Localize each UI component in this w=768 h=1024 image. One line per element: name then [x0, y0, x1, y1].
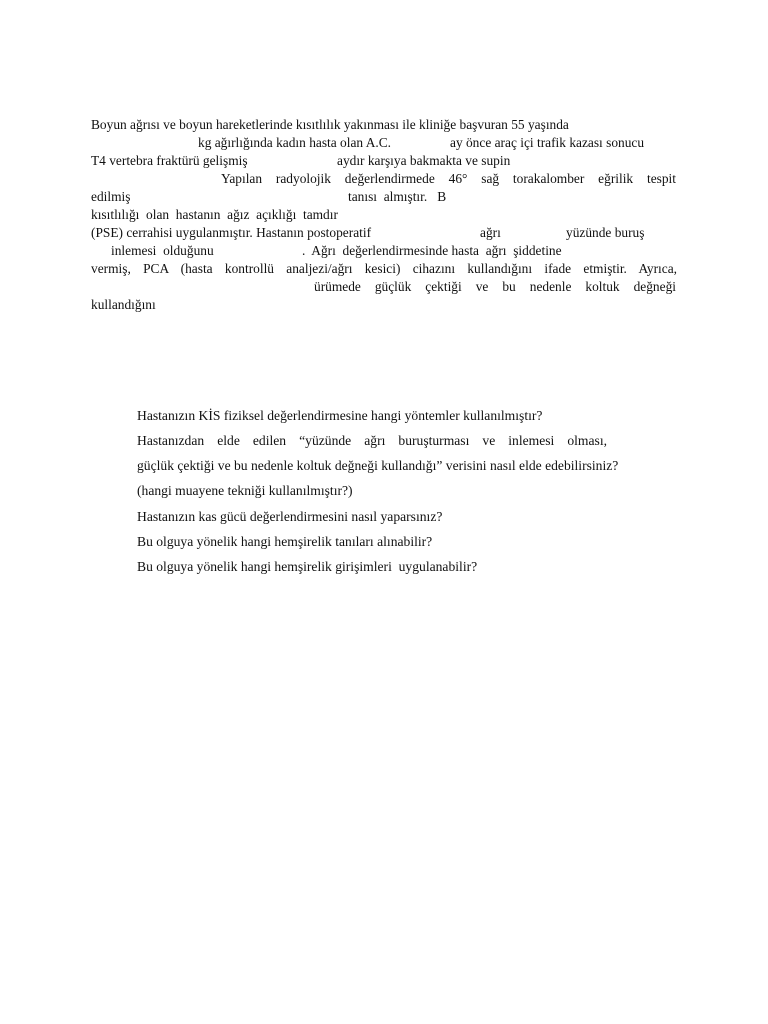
case-line-10: ürümede güçlük çektiği ve bu nedenle koltuk değneği: [314, 279, 676, 294]
case-line-7c: yüzünde buruş: [566, 225, 645, 240]
question-2: Hastanızdan elde edilen “yüzünde ağrı buruşturması ve inlemesi olması,: [137, 433, 607, 448]
question-3: Hastanızın kas gücü değerlendirmesini nasıl yaparsınız?: [137, 509, 443, 524]
case-line-6: kısıtlılığı olan hastanın ağız açıklığı tamdır: [91, 207, 338, 222]
case-line-3a: T4 vertebra fraktürü gelişmiş: [91, 153, 248, 168]
question-5: Bu olguya yönelik hangi hemşirelik girişimleri uygulanabilir?: [137, 559, 478, 574]
case-line-9: vermiş, PCA (hasta kontrollü analjezi/ağrı kesici) cihazını kullandığını ifade etmiştir. Ayrıca,: [91, 261, 677, 276]
case-line-1: Boyun ağrısı ve boyun hareketlerinde kısıtlılık yakınması ile kliniğe başvuran 55 yaşında: [91, 117, 569, 132]
case-line-7a: (PSE) cerrahisi uygulanmıştır. Hastanın postoperatif: [91, 225, 372, 240]
case-line-11: kullandığını: [91, 297, 156, 312]
case-line-2b: ay önce araç içi trafik kazası sonucu: [450, 135, 645, 150]
question-2-cont: güçlük çektiği ve bu nedenle koltuk değneği kullandığı” verisini nasıl elde edebilirsiniz?: [137, 458, 619, 473]
case-line-5b: tanısı almıştır. B: [348, 189, 447, 204]
question-1: Hastanızın KİS fiziksel değerlendirmesine hangi yöntemler kullanılmıştır?: [137, 408, 543, 423]
case-line-8a: inlemesi olduğunu: [111, 243, 214, 258]
case-line-2a: kg ağırlığında kadın hasta olan A.C.: [198, 135, 392, 150]
question-2-note: (hangi muayene tekniği kullanılmıştır?): [137, 483, 353, 498]
question-4: Bu olguya yönelik hangi hemşirelik tanıları alınabilir?: [137, 534, 433, 549]
case-line-8b: . Ağrı değerlendirmesinde hasta ağrı şiddetine: [302, 243, 562, 258]
case-line-7b: ağrı: [480, 225, 501, 240]
case-line-4: Yapılan radyolojik değerlendirmede 46° sağ torakalomber eğrilik tespit: [221, 171, 676, 186]
case-line-3b: aydır karşıya bakmakta ve supin: [337, 153, 511, 168]
case-line-5a: edilmiş: [91, 189, 131, 204]
